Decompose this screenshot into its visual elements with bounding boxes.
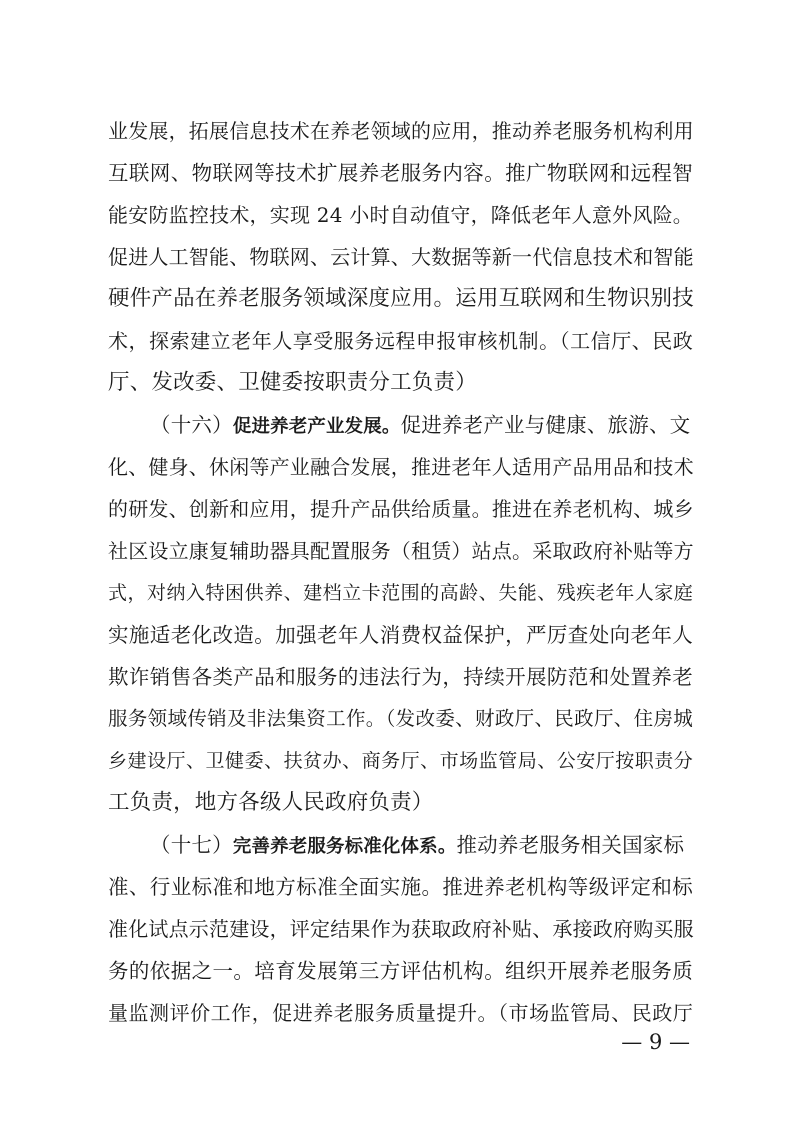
section-first-line <box>150 830 693 860</box>
section-heading: 促进养老产业发展。 <box>232 416 401 437</box>
page-number: — 9 — <box>621 1030 690 1054</box>
body-text-line: 互联网、物联网等技术扩展养老服务内容。推广物联网和远程智 <box>108 161 693 185</box>
body-text-line: 硬件产品在养老服务领域深度应用。运用互联网和生物识别技 <box>108 286 694 311</box>
section-number: （十六） <box>150 413 233 437</box>
section-first-line <box>150 410 693 440</box>
body-text-line: 量监测评价工作，促进养老服务质量提升。（市场监管局、民政厅 <box>108 1001 693 1025</box>
body-text-line: 欺诈销售各类产品和服务的违法行为，持续开展防范和处置养老 <box>108 665 693 689</box>
section-heading: 完善养老服务标准化体系。 <box>232 836 457 857</box>
body-text-line: 的研发、创新和应用，提升产品供给质量。推进在养老机构、城乡 <box>108 497 694 521</box>
body-text-line: 化、健身、休闲等产业融合发展，推进老年人适用产品用品和技术 <box>108 455 694 479</box>
body-text-line: 社区设立康复辅助器具配置服务（租赁）站点。采取政府补贴等方 <box>108 539 694 563</box>
section-text: 促进养老产业与健康、旅游、文 <box>400 413 691 437</box>
body-text-line: 术，探索建立老年人享受服务远程申报审核机制。（工信厅、民政 <box>108 329 693 353</box>
body-text-line: 服务领域传销及非法集资工作。（发改委、财政厅、民政厅、住房城 <box>108 707 693 730</box>
body-text-line: 促进人工智能、物联网、云计算、大数据等新一代信息技术和智能 <box>108 245 694 269</box>
body-text-line: 准化试点示范建设，评定结果作为获取政府补贴、承接政府购买服 <box>108 917 694 941</box>
body-text-line: 能安防监控技术，实现 24 小时自动值守，降低老年人意外风险。 <box>108 203 693 227</box>
body-text-line: 实施适老化改造。加强老年人消费权益保护，严厉查处向老年人 <box>108 623 693 647</box>
body-text-line: 乡建设厅、卫健委、扶贫办、商务厅、市场监管局、公安厅按职责分 <box>108 750 693 772</box>
body-text-line: 务的依据之一。培育发展第三方评估机构。组织开展养老服务质 <box>108 959 693 983</box>
body-text-line: 业发展，拓展信息技术在养老领域的应用，推动养老服务机构利用 <box>108 119 694 143</box>
section-number: （十七） <box>150 833 233 857</box>
body-text-line: 厅、发改委、卫健委按职责分工负责） <box>108 370 477 395</box>
section-text: 推动养老服务相关国家标 <box>456 833 685 857</box>
body-text-line: 工负责，地方各级人民政府负责） <box>108 790 434 815</box>
body-text-line: 式，对纳入特困供养、建档立卡范围的高龄、失能、残疾老年人家庭 <box>108 582 693 604</box>
body-text-line: 准、行业标准和地方标准全面实施。推进养老机构等级评定和标 <box>108 875 693 899</box>
